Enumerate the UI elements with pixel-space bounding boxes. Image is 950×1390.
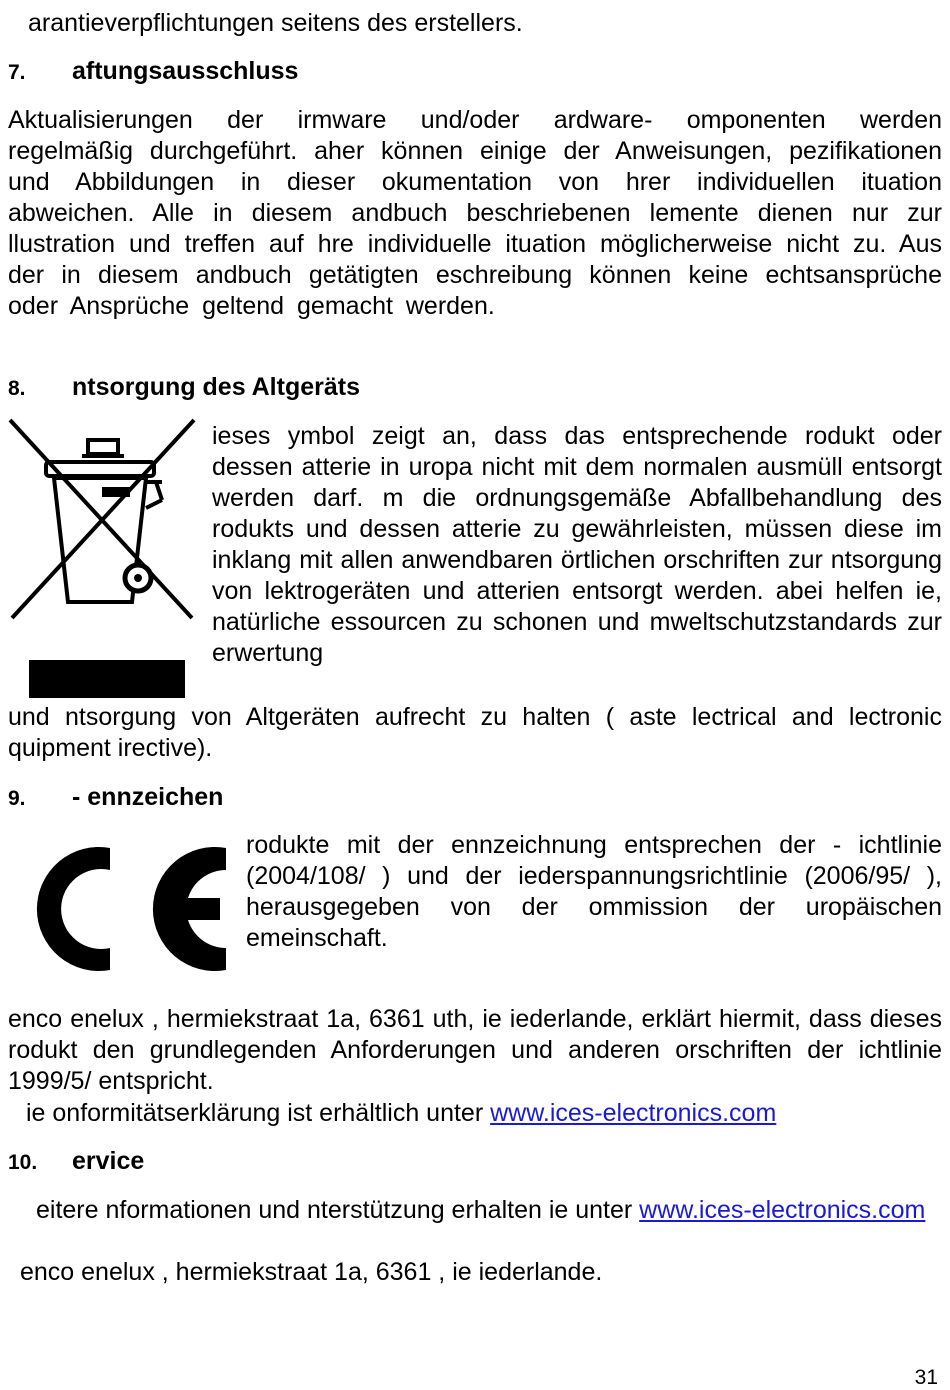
section-8-heading [8, 372, 942, 404]
section-10-body [8, 1195, 942, 1226]
section-9-number: 9. [8, 787, 26, 810]
service-link[interactable]: www.ices-electronics.com [639, 1196, 926, 1224]
section-8-title: ntsorgung des Altgeräts [72, 373, 360, 401]
intro-line: arantieverpflichtungen seitens des erstellers. [28, 9, 523, 37]
page-number: 31 [914, 1366, 938, 1389]
section-7-heading [8, 56, 942, 88]
section-7-body: Aktualisierungen der irmware und/oder ardware- omponenten werden regelmäßig durchgeführt. aher können einige der Anweisungen, pezifikationen und Abbildungen in dieser okumentation von hrer individuellen ituation abweichen. Alle in diesem andbuch beschriebenen lemente dienen nur zur llustration und treffen auf hre individuelle ituation möglicherweise nicht zu. Aus der in diesem andbuch getätigten eschreibung können keine echtsansprüche oder Ansprüche geltend gemacht werden. [8, 106, 942, 320]
conformity-link[interactable]: www.ices-electronics.com [490, 1099, 777, 1127]
section-10-heading [8, 1146, 942, 1178]
service-text: eitere nformationen und nterstützung erhalten ie unter [36, 1196, 633, 1224]
section-9-title: - ennzeichen [72, 783, 224, 811]
section-8-body: ieses ymbol zeigt an, dass das entsprechende rodukt oder dessen atterie in uropa nicht mit dem normalen ausmüll entsorgt werden darf. m die ordnungsgemäße Abfallbehandlung des rodukts und dessen atterie zu gewährleisten, müssen diese im inklang mit allen anwendbaren örtlichen orschriften zur ntsorgung von lektrogeräten und atterien entsorgt werden. abei helfen ie, natürliche essourcen zu schonen und mweltschutzstandards zur erwertung [212, 422, 942, 667]
section-7-number: 7. [8, 61, 26, 84]
section-10-address: enco enelux , hermiekstraat 1a, 6361 , ie iederlande. [20, 1258, 603, 1286]
section-9-body: rodukte mit der ennzeichnung entsprechen der - ichtlinie (2004/108/ ) und der iederspannungsrichtlinie (2006/95/ ), herausgegeben von der ommission der uropäischen emeinschaft. [246, 831, 942, 952]
section-10-number: 10. [8, 1151, 38, 1174]
weee-black-bar [29, 660, 185, 698]
section-9-heading [8, 782, 942, 814]
conformity-text: ie onformitätserklärung ist erhältlich unter [26, 1099, 484, 1127]
ce-mark-icon [30, 840, 226, 978]
section-7-title: aftungsausschluss [72, 57, 299, 85]
section-9-declaration: enco enelux , hermiekstraat 1a, 6361 uth, ie iederlande, erklärt hiermit, dass dieses rodukt den grundlegenden Anforderungen und anderen orschriften der ichtlinie 1999/5/ entspricht. [8, 1005, 942, 1095]
section-9-conformity-line [26, 1098, 950, 1129]
section-10-title: ervice [72, 1147, 145, 1175]
section-8-body-continued: und ntsorgung von Altgeräten aufrecht zu halten ( aste lectrical and lectronic quipment irective). [8, 703, 942, 762]
weee-crossed-bin-icon [6, 416, 198, 622]
section-8-number: 8. [8, 377, 26, 400]
